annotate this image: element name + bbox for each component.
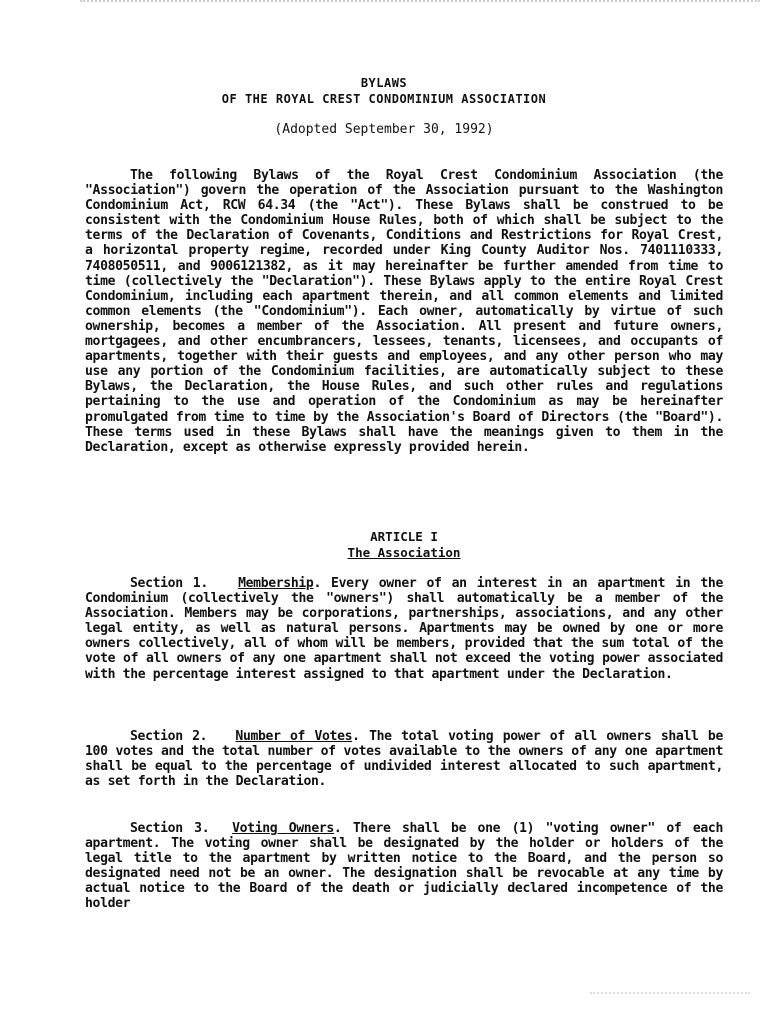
intro-text: The following Bylaws of the Royal Crest Condominium Association (the "Association") govern the operation of the Association pursuant to the Washington Condominium Act, RCW 64.34 (the "Act"). These Bylaws shall be construed to be consistent with the Condominium House Rules, both of which shall be subject to the terms of the Declaration of Covenants, Conditions and Restrictions for Royal Crest, a horizontal property regime, recorded under King County Auditor Nos. 7401110333, 7408050511, and 9006121382, as it may hereinafter be further amended from time to time (collectively the "Declaration"). These Bylaws apply to the entire Royal Crest Condominium, including each apartment therein, and all common elements and limited common elements (the "Condominium"). Each owner, automatically by virtue of such ownership, becomes a member of the Association. All present and future owners, mortgagees, and other encumbrancers, lessees, tenants, licensees, and occupants of apartments, together with their guests and employees, and any other person who may use any portion of the Condominium facilities, are automatically subject to these Bylaws, the Declaration, the House Rules, and such other rules and regulations pertaining to the use and operation of the Condominium as may be hereinafter promulgated from time to time by the Association's Board of Directors (the "Board"). These terms used in these Bylaws shall have the meanings given to them in the Declaration, except as otherwise expressly provided herein.: [85, 168, 731, 455]
section-title: Number of Votes: [235, 729, 353, 744]
section-text: . There shall be one (1) "voting owner" of each apartment. The voting owner shall be designated by the holder or holders of the legal title to the apartment by written notice to the Board, and the person so designated need not be an owner. The designation shall be revocable at any time by actual notice to the Board of the death or judicially declared incompetence of the holder: [85, 821, 731, 912]
section-label: Section 1.: [130, 576, 208, 591]
document-title: BYLAWS: [360, 76, 408, 90]
article-title: The Association: [347, 545, 461, 560]
section-title: Voting Owners: [232, 821, 334, 836]
section-text: . Every owner of an interest in an apartment in the Condominium (collectively the "owners") shall automatically be a member of the Association. Members may be corporations, partnerships, associations, and any other legal entity, as well as natural persons. Apartments may be owned by one or more owners collectively, all of whom will be members, provided that the sum total of the vote of all owners of any one apartment shall not exceed the voting power associated with the percentage interest assigned to that apartment under the Declaration.: [85, 576, 731, 682]
section-paragraph: [85, 821, 731, 912]
section-label: Section 3.: [130, 821, 210, 836]
scan-artifact-top: [80, 0, 760, 8]
section-title: Membership: [238, 576, 314, 591]
section-text: . The total voting power of all owners shall be 100 votes and the total number of votes available to the owners of any one apartment shall be equal to the percentage of undivided interest allocated to such apartment, as set forth in the Declaration.: [85, 729, 731, 790]
section-label: Section 2.: [130, 729, 208, 744]
article-number: ARTICLE I: [370, 529, 438, 544]
intro-paragraph: [85, 168, 731, 455]
document-subtitle: OF THE ROYAL CREST CONDOMINIUM ASSOCIATION: [221, 92, 547, 106]
scan-artifact-bottom: [590, 992, 750, 996]
section-paragraph: [85, 576, 731, 682]
section-paragraph: [85, 729, 731, 790]
adoption-date: (Adopted September 30, 1992): [274, 122, 494, 137]
